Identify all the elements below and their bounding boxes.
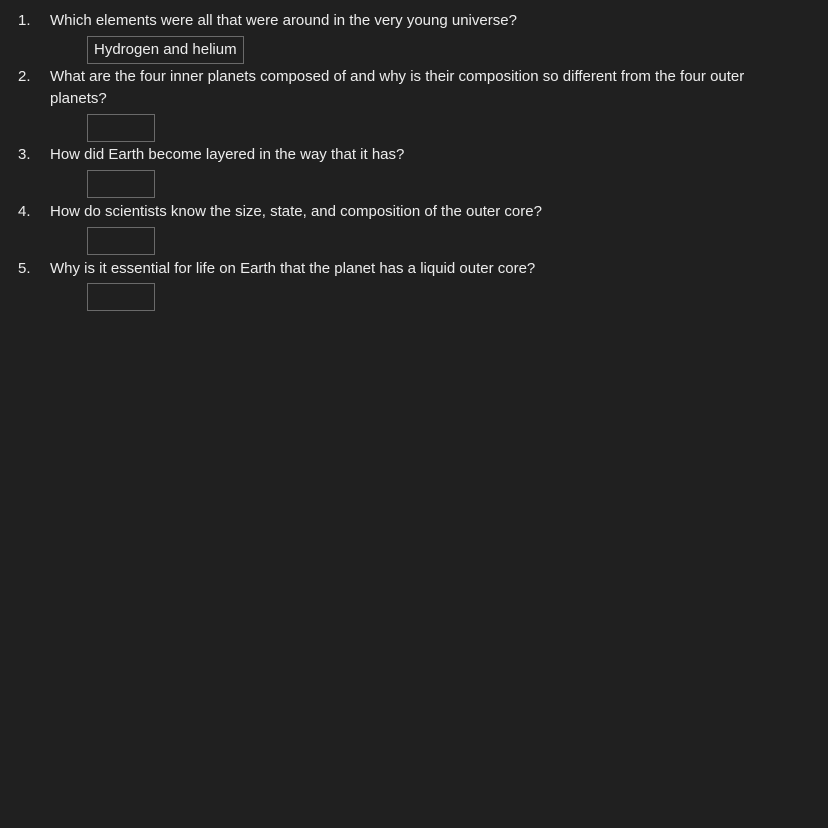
answer-field[interactable]: [87, 114, 155, 142]
question-number: 2.: [18, 68, 31, 85]
answer-field[interactable]: [87, 170, 155, 198]
question-text: Why is it essential for life on Earth that the planet has a liquid outer core?: [50, 260, 536, 277]
answer-field[interactable]: [87, 227, 155, 255]
question-number: 1.: [18, 12, 31, 29]
question-number: 3.: [18, 146, 31, 163]
question-text: How did Earth become layered in the way that it has?: [50, 146, 405, 163]
question-text: Which elements were all that were around in the very young universe?: [50, 12, 517, 29]
question-text: How do scientists know the size, state, and composition of the outer core?: [50, 203, 542, 220]
question-text: What are the four inner planets composed of and why is their composition so different from the four outer planets?: [50, 68, 745, 107]
answer-field[interactable]: Hydrogen and helium: [87, 36, 244, 64]
question-number: 4.: [18, 203, 31, 220]
question-number: 5.: [18, 260, 31, 277]
answer-field[interactable]: [87, 283, 155, 311]
